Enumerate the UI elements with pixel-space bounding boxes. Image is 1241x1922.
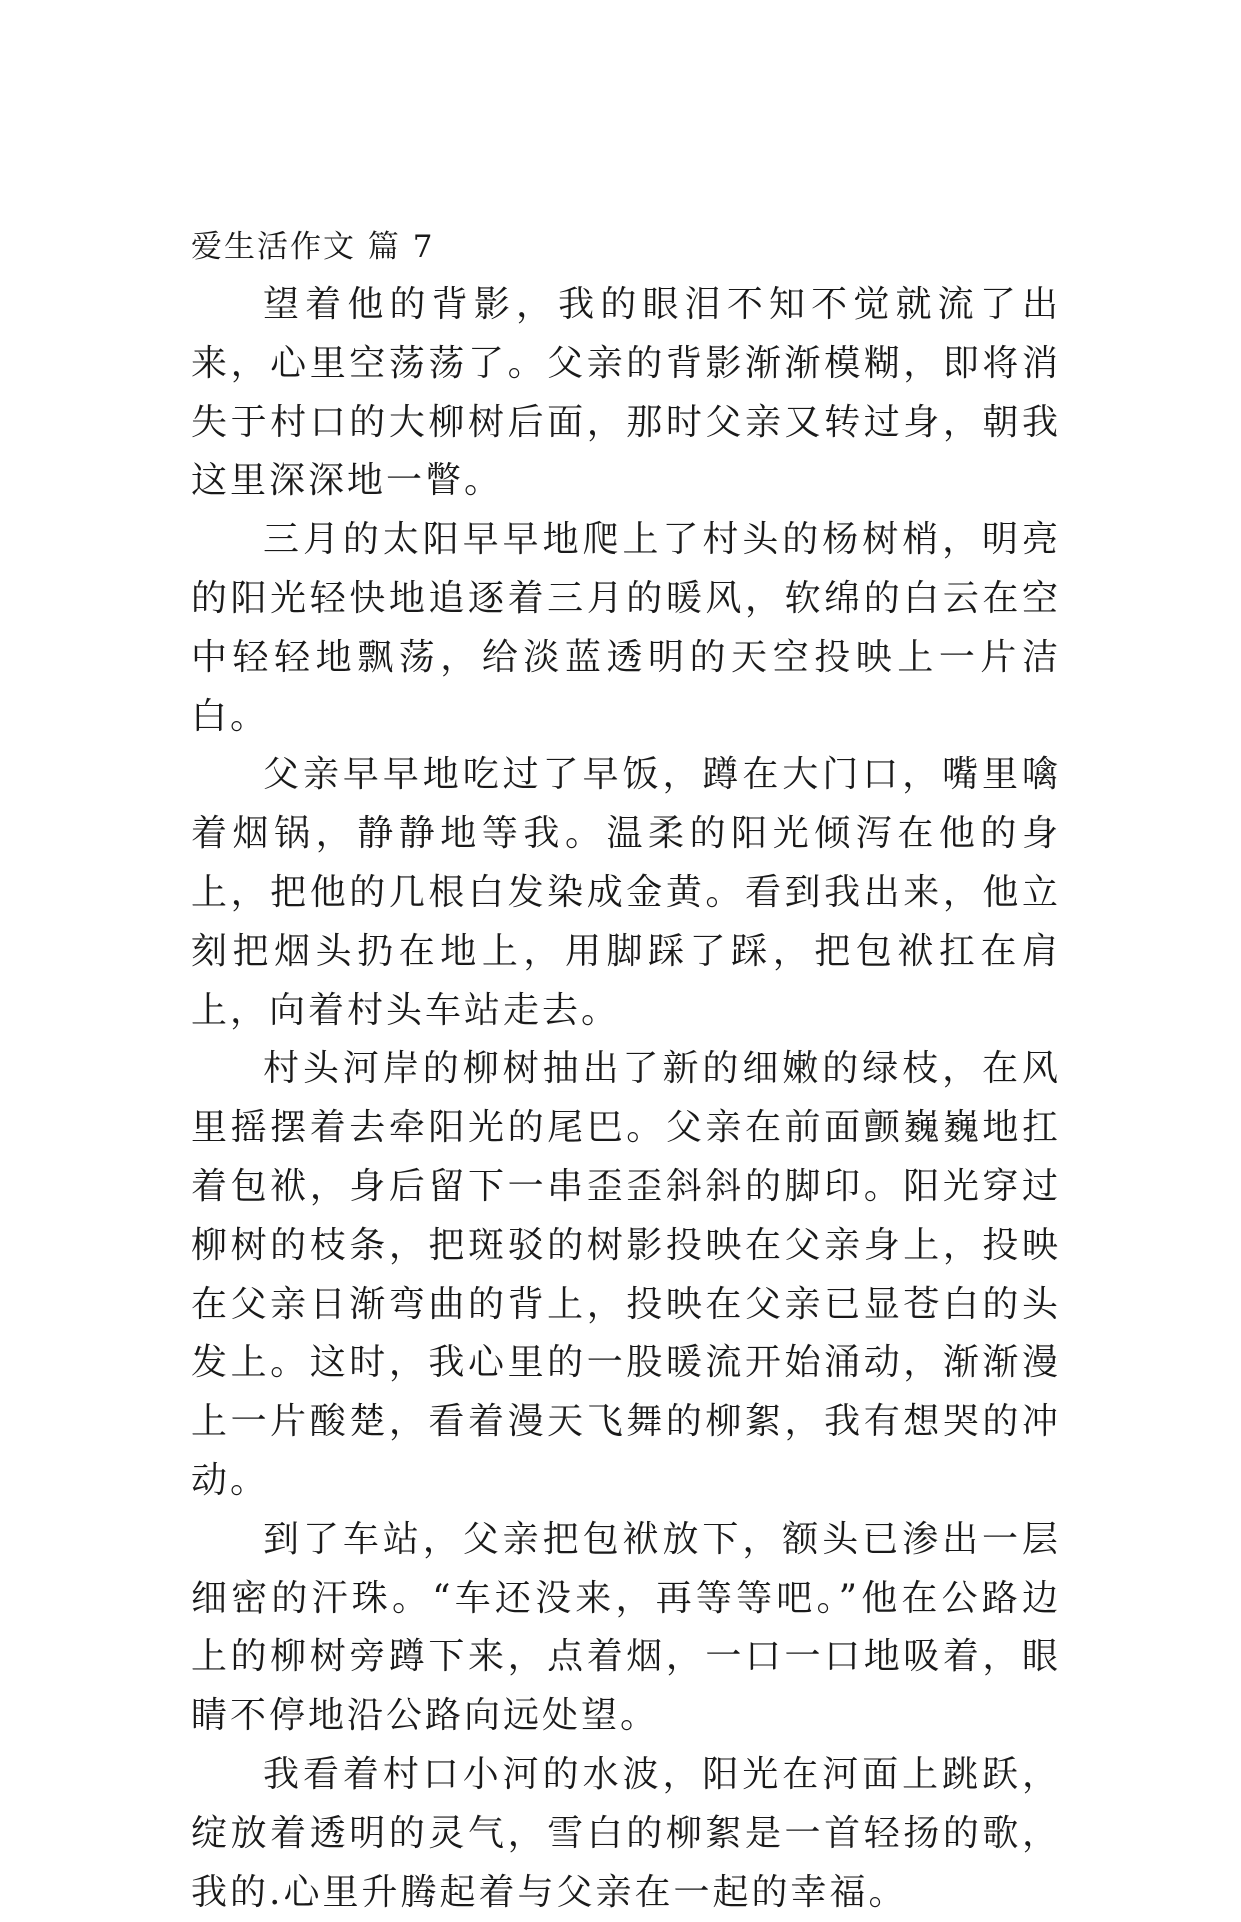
paragraph: 父亲早早地吃过了早饭，蹲在大门口，嘴里噙着烟锅，静静地等我。温柔的阳光倾泻在他的身上，把他的几根白发染成金黄。看到我出来，他立刻把烟头扔在地上，用脚踩了踩，把包袱扛在肩上，向着村头车站走去。 [191,754,1061,1031]
article-title: 爱生活作文 篇 7 [191,229,435,265]
article-body [191,218,1061,1922]
paragraph: 到了车站，父亲把包袱放下，额头已渗出一层细密的汗珠。“车还没来，再等等吧。”他在公路边上的柳树旁蹲下来，点着烟，一口一口地吸着，眼睛不停地沿公路向远处望。 [191,1518,1061,1737]
paragraph: 望着他的背影，我的眼泪不知不觉就流了出来，心里空荡荡了。父亲的背影渐渐模糊，即将消失于村口的大柳树后面，那时父亲又转过身，朝我这里深深地一瞥。 [191,284,1061,502]
paragraph: 我看着村口小河的水波，阳光在河面上跳跃，绽放着透明的灵气，雪白的柳絮是一首轻扬的歌，我的.心里升腾起着与父亲在一起的幸福。 [191,1753,1061,1913]
paragraph: 村头河岸的柳树抽出了新的细嫩的绿枝，在风里摇摆着去牵阳光的尾巴。父亲在前面颤巍巍地扛着包袱，身后留下一串歪歪斜斜的脚印。阳光穿过柳树的枝条，把斑驳的树影投映在父亲身上，投映在父亲日渐弯曲的背上，投映在父亲已显苍白的头发上。这时，我心里的一股暖流开始涌动，渐渐漫上一片酸楚，看着漫天飞舞的柳絮，我有想哭的冲动。 [191,1048,1061,1501]
paragraph: 三月的太阳早早地爬上了村头的杨树梢，明亮的阳光轻快地追逐着三月的暖风，软绵的白云在空中轻轻地飘荡，给淡蓝透明的天空投映上一片洁白。 [191,519,1061,737]
